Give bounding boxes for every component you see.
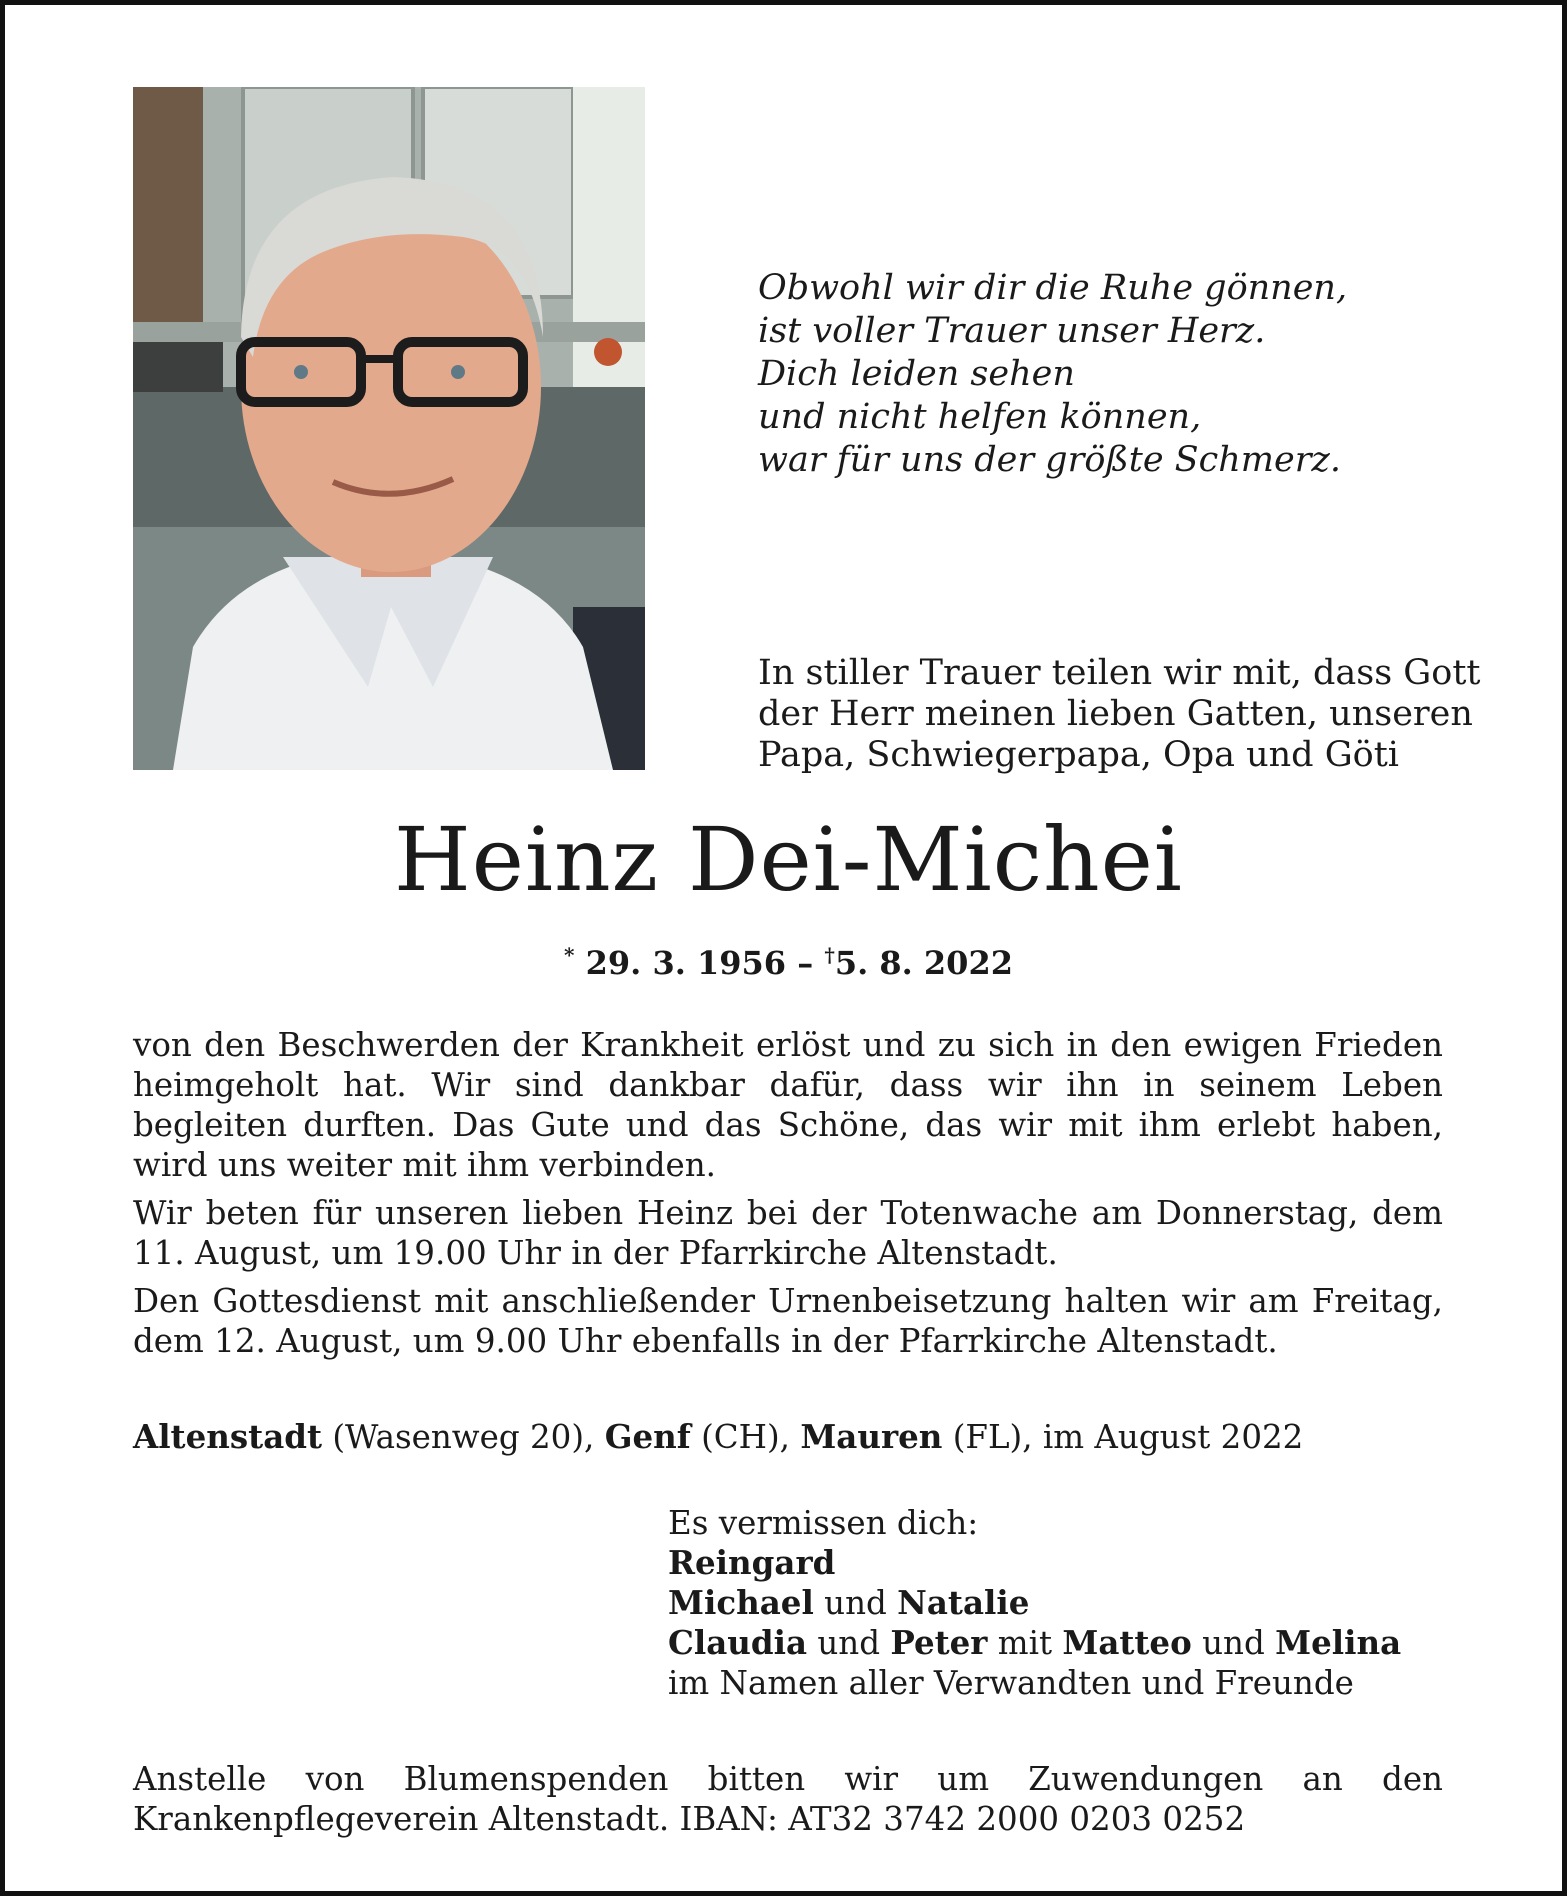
donation-note: Anstelle von Blumenspenden bitten wir um Zuwendungen an den Krankenpflegeverein Altenstadt. IBAN: AT32 3742 2000 0203 0252 xyxy=(133,1760,1443,1838)
date-separator: – xyxy=(797,944,814,982)
mourner-name: Claudia xyxy=(668,1623,808,1662)
poem-line: Dich leiden sehen xyxy=(758,354,1075,394)
place-name: Altenstadt xyxy=(133,1417,322,1456)
mourner-name: Melina xyxy=(1275,1623,1402,1662)
death-symbol: † xyxy=(824,943,835,967)
poem-line: Obwohl wir dir die Ruhe gönnen, xyxy=(758,268,1348,308)
paragraph: Den Gottesdienst mit anschließender Urnenbeisetzung halten wir am Freitag, dem 12. August, um 9.00 Uhr ebenfalls in der Pfarrkirche Altenstadt. xyxy=(133,1282,1443,1360)
mourner-name: Reingard xyxy=(668,1543,836,1582)
mourner-name: Natalie xyxy=(897,1583,1030,1622)
deceased-name: Heinz Dei-Michei xyxy=(394,808,1183,911)
place-name: Genf xyxy=(604,1417,691,1456)
mourner-line xyxy=(668,1623,1448,1663)
intro-line: In stiller Trauer teilen wir mit, dass Gott xyxy=(758,653,1481,693)
obituary-body xyxy=(133,1025,1443,1369)
poem-line: war für uns der größte Schmerz. xyxy=(758,440,1341,480)
mourner-line xyxy=(668,1543,1448,1583)
poem-line: ist voller Trauer unser Herz. xyxy=(758,311,1266,351)
paragraph: von den Beschwerden der Krankheit erlöst und zu sich in den ewigen Frieden heimgeholt hat. Wir sind dankbar dafür, dass wir ihn in seinem Leben begleiten durften. Das Gute und das Schöne, das wir mit ihm erlebt haben, wird uns weiter mit ihm verbinden. xyxy=(133,1026,1443,1184)
places-line xyxy=(133,1417,1443,1457)
mourner-name: Michael xyxy=(668,1583,814,1622)
conjunction: und xyxy=(1191,1624,1276,1662)
birth-date: 29. 3. 1956 xyxy=(585,944,787,982)
mourners-closing: im Namen aller Verwandten und Freunde xyxy=(668,1664,1354,1702)
life-dates xyxy=(5,935,1567,983)
intro-line: der Herr meinen lieben Gatten, unseren xyxy=(758,694,1473,734)
mourner-name: Peter xyxy=(890,1623,988,1662)
intro-line: Papa, Schwiegerpapa, Opa und Göti xyxy=(758,735,1399,775)
announcement-intro xyxy=(758,653,1481,776)
conjunction: und xyxy=(807,1624,891,1662)
place-detail: (Wasenweg 20), xyxy=(322,1418,605,1456)
mourners-heading: Es vermissen dich: xyxy=(668,1504,979,1542)
mourner-line xyxy=(668,1583,1448,1623)
paragraph: Wir beten für unseren lieben Heinz bei der Totenwache am Donnerstag, dem 11. August, um 19.00 Uhr in der Pfarrkirche Altenstadt. xyxy=(133,1194,1443,1272)
place-detail: (FL), im August 2022 xyxy=(942,1418,1304,1456)
mourner-name: Matteo xyxy=(1062,1623,1192,1662)
conjunction: mit xyxy=(987,1624,1063,1662)
place-detail: (CH), xyxy=(690,1418,801,1456)
poem xyxy=(758,267,1458,482)
birth-symbol: * xyxy=(564,943,575,967)
death-date: 5. 8. 2022 xyxy=(834,944,1013,982)
portrait-photo xyxy=(133,87,645,770)
place-name: Mauren xyxy=(800,1417,943,1456)
mourners-list xyxy=(668,1503,1448,1703)
conjunction: und xyxy=(813,1584,898,1622)
poem-line: und nicht helfen können, xyxy=(758,397,1202,437)
